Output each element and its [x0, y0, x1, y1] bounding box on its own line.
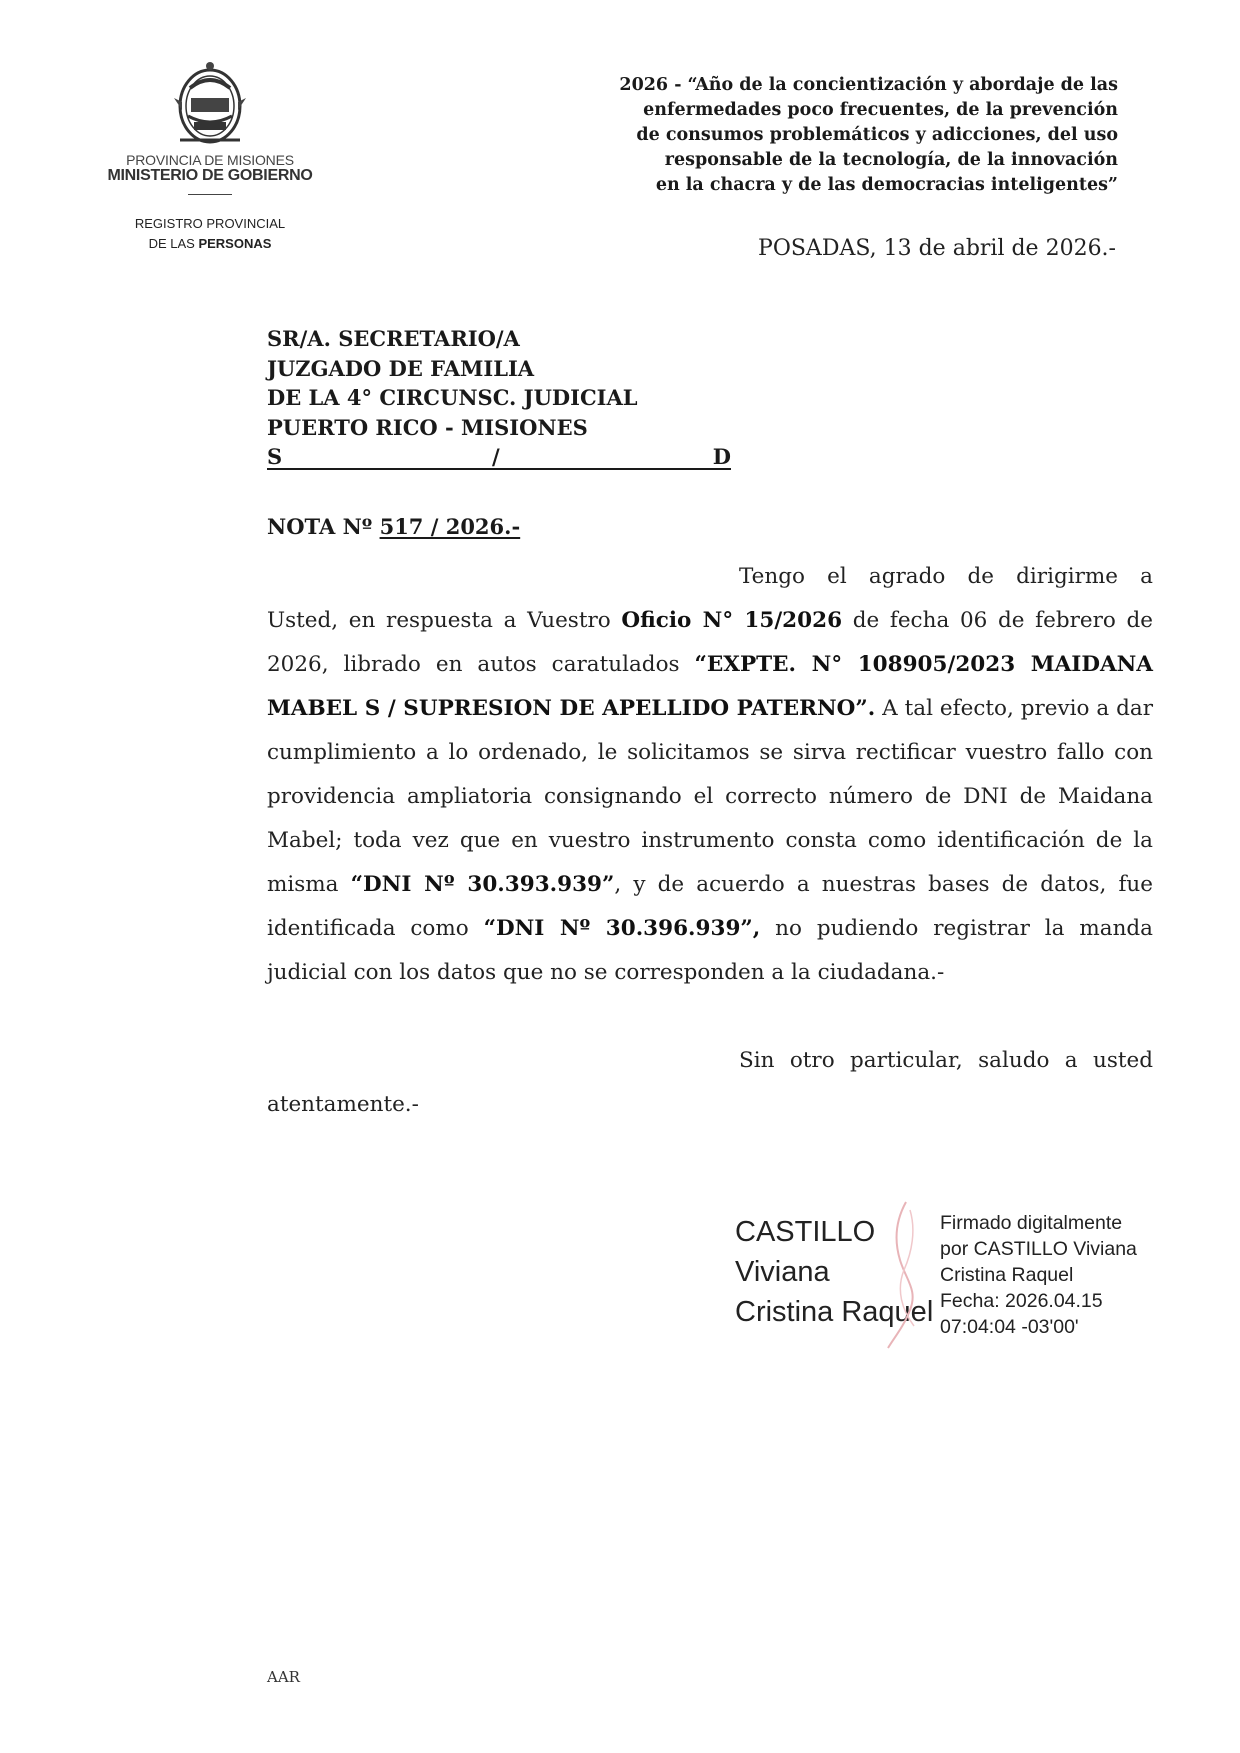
signer-name-line: Cristina Raquel [735, 1296, 934, 1328]
body-paragraph [267, 555, 1153, 995]
ministry-divider [188, 194, 232, 195]
year-motto [498, 73, 1118, 198]
dni-wrong: “DNI Nº 30.393.939” [350, 872, 615, 897]
su-despacho-line [267, 442, 731, 471]
provincial-crest-logo [160, 58, 260, 148]
signer-name-line: CASTILLO [735, 1216, 876, 1248]
sd-slash: / [492, 444, 500, 469]
signature-info-line: Firmado digitalmente [940, 1212, 1123, 1234]
sd-s: S [267, 444, 283, 469]
registry-line-2 [120, 234, 300, 254]
motto-line: 2026 - “Año de la concientización y abordaje de las [619, 75, 1118, 95]
addressee-block [267, 324, 731, 471]
body-text: no pudiendo registrar la manda judicial con los datos que no se corresponden a la ciudadana.- [267, 916, 1154, 985]
note-number [267, 514, 520, 539]
motto-line: enfermedades poco frecuentes, de la prevención [643, 100, 1118, 120]
greeting-text: Sin otro particular, saludo a usted atentamente.- [267, 1048, 1153, 1117]
place-date: POSADAS, 13 de abril de 2026.- [758, 236, 1116, 261]
registry-line-2-bold: PERSONAS [198, 236, 272, 251]
registry-name [120, 214, 300, 254]
addressee-line: JUZGADO DE FAMILIA [267, 355, 535, 381]
body-text: Tengo el agrado de dirigirme a Usted, en respuesta a Vuestro [267, 564, 1153, 633]
sd-underline [267, 468, 731, 470]
digital-signature-info [940, 1210, 1137, 1340]
signature-info-line: por CASTILLO Viviana [940, 1238, 1137, 1260]
signer-name-line: Viviana [735, 1256, 830, 1288]
motto-line: responsable de la tecnología, de la innovación [664, 150, 1118, 170]
body-text: de fecha 06 de febrero de 2026, librado en autos caratulados [267, 608, 1153, 677]
sd-d: D [712, 444, 731, 469]
registry-line-1: REGISTRO PROVINCIAL [134, 216, 286, 231]
province-name: PROVINCIA DE MISIONES [126, 152, 294, 168]
note-number-value: 517 / 2026.- [379, 514, 521, 539]
case-caption: “EXPTE. N° 108905/2023 MAIDANA MABEL S / SUPRESION DE APELLIDO PATERNO”. [267, 652, 1153, 721]
signature-info-line: Fecha: 2026.04.15 [940, 1290, 1103, 1312]
body-text: , y de acuerdo a nuestras bases de datos, fue identificada como [267, 872, 1154, 941]
signature-info-line: 07:04:04 -03'00' [940, 1316, 1079, 1338]
motto-line: en la chacra y de las democracias inteligentes” [655, 175, 1118, 195]
motto-line: de consumos problemáticos y adicciones, del uso [636, 125, 1118, 145]
dni-correct: “DNI Nº 30.396.939”, [483, 916, 761, 941]
typist-initials: AAR [267, 1668, 300, 1686]
letter-body [267, 555, 1153, 995]
note-label: NOTA Nº [267, 514, 380, 539]
signature-info-line: Cristina Raquel [940, 1264, 1074, 1286]
closing-greeting [267, 1039, 1153, 1127]
registry-line-2-prefix: DE LAS [148, 236, 199, 251]
body-text: A tal efecto, previo a dar cumplimiento a lo ordenado, le solicitamos se sirva rectificar vuestro fallo con providencia ampliatoria consignando el correcto número de DNI de Maidana Mabel; toda vez que en vuestro instrumento consta como identificación de la misma [267, 696, 1153, 897]
addressee-line: SR/A. SECRETARIO/A [267, 326, 520, 351]
addressee-line: PUERTO RICO - MISIONES [267, 414, 588, 440]
ministry-name: MINISTERIO DE GOBIERNO [107, 167, 313, 184]
addressee-line: DE LA 4° CIRCUNSC. JUDICIAL [267, 385, 638, 410]
greeting-paragraph [267, 1039, 1153, 1127]
digital-signature-mark [866, 1200, 946, 1350]
oficio-reference: Oficio N° 15/2026 [621, 608, 843, 633]
